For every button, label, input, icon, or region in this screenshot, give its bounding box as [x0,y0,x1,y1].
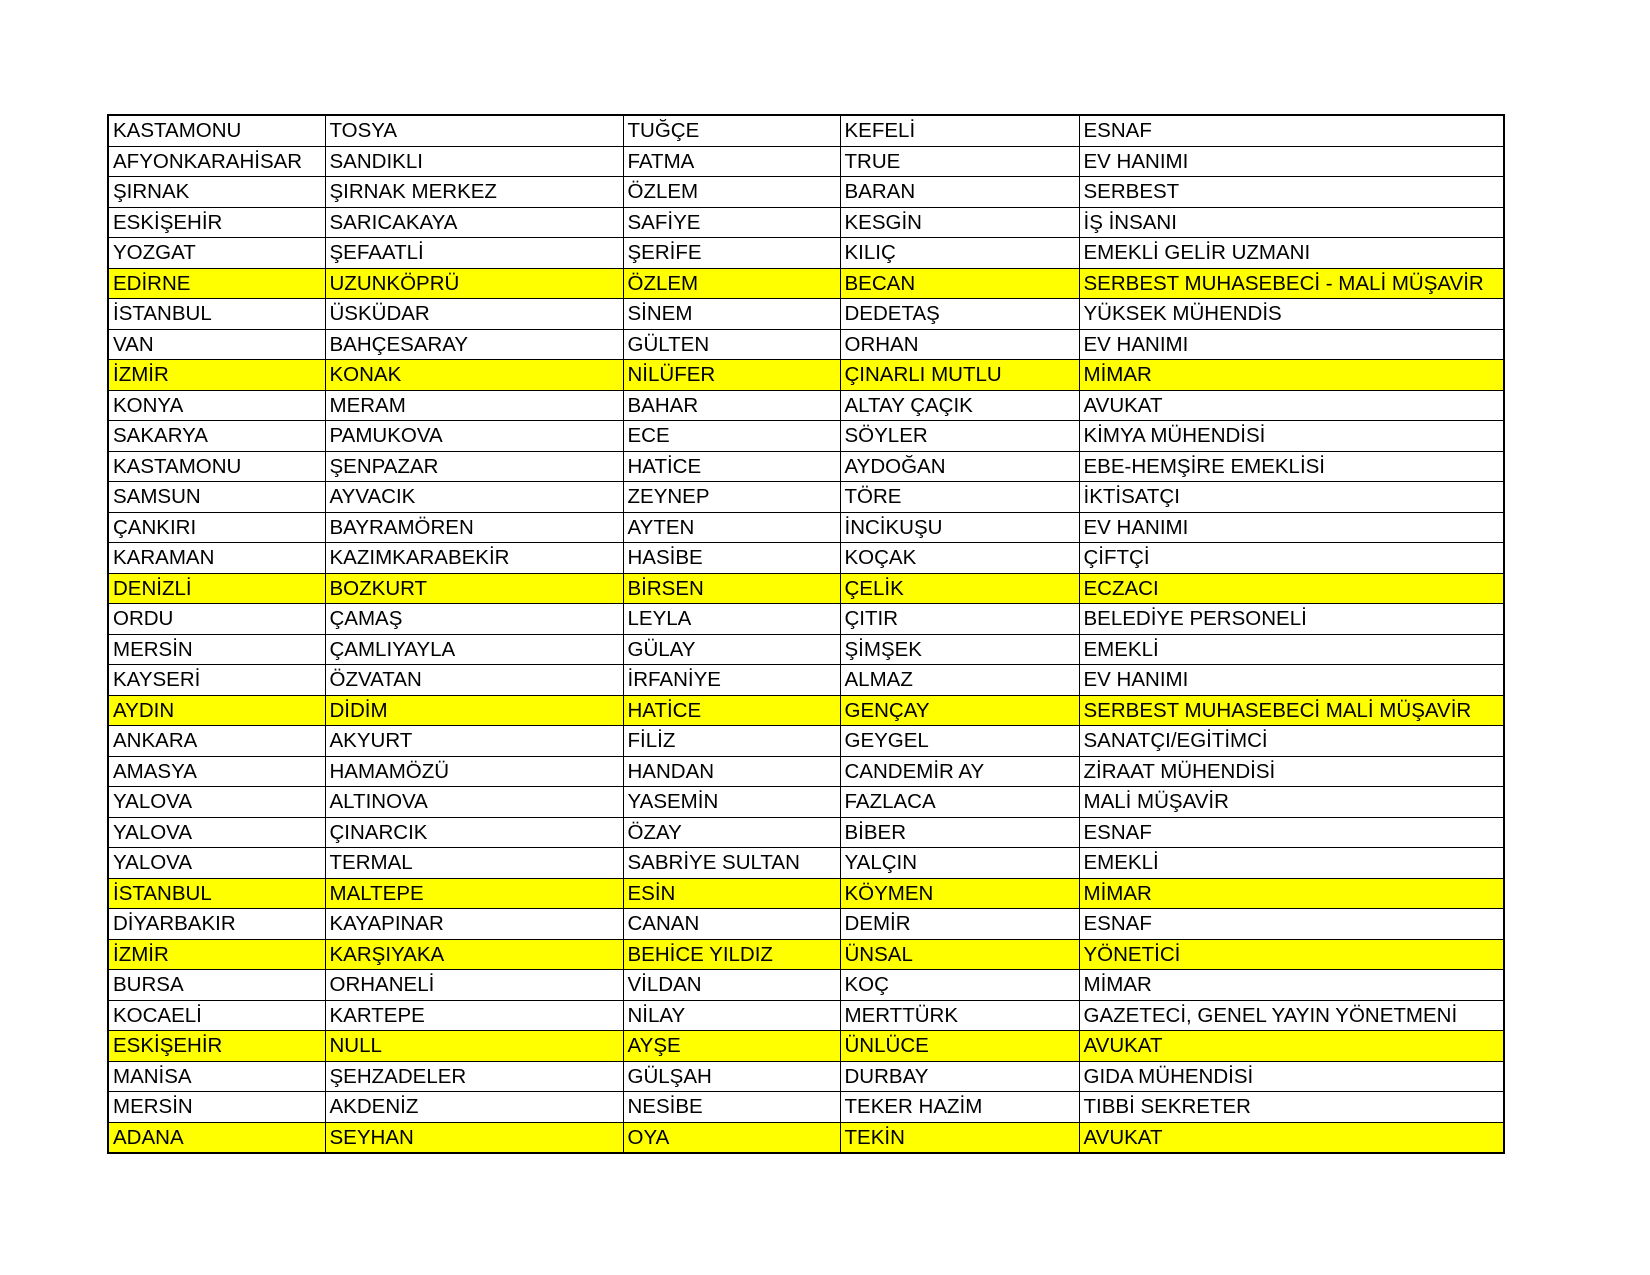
table-row [108,482,1504,513]
last-name-cell: DEDETAŞ [840,299,1079,330]
occupation-cell: MİMAR [1079,970,1504,1001]
table-body [108,115,1504,1153]
first-name-cell: AYTEN [623,512,840,543]
district-cell: ÖZVATAN [325,665,623,696]
table-row [108,421,1504,452]
table-row-highlighted [108,268,1504,299]
last-name-cell: BARAN [840,177,1079,208]
district-cell: ÜSKÜDAR [325,299,623,330]
province-cell: YALOVA [108,787,325,818]
district-cell: ÇAMAŞ [325,604,623,635]
table-row [108,1092,1504,1123]
province-cell: YOZGAT [108,238,325,269]
last-name-cell: SÖYLER [840,421,1079,452]
province-cell: AMASYA [108,756,325,787]
table-row-highlighted [108,1122,1504,1153]
last-name-cell: KEFELİ [840,115,1079,146]
first-name-cell: ÖZLEM [623,177,840,208]
last-name-cell: KOÇAK [840,543,1079,574]
province-cell: İZMİR [108,939,325,970]
district-cell: KAYAPINAR [325,909,623,940]
last-name-cell: KILIÇ [840,238,1079,269]
last-name-cell: BİBER [840,817,1079,848]
province-cell: ŞIRNAK [108,177,325,208]
table-row-highlighted [108,1031,1504,1062]
first-name-cell: ECE [623,421,840,452]
occupation-cell: EMEKLİ [1079,634,1504,665]
last-name-cell: GEYGEL [840,726,1079,757]
last-name-cell: TRUE [840,146,1079,177]
first-name-cell: ÖZAY [623,817,840,848]
occupation-cell: AVUKAT [1079,1122,1504,1153]
last-name-cell: ŞİMŞEK [840,634,1079,665]
table-row [108,604,1504,635]
district-cell: BAYRAMÖREN [325,512,623,543]
occupation-cell: AVUKAT [1079,390,1504,421]
first-name-cell: AYŞE [623,1031,840,1062]
table-row [108,543,1504,574]
last-name-cell: BECAN [840,268,1079,299]
province-cell: İSTANBUL [108,878,325,909]
province-cell: VAN [108,329,325,360]
occupation-cell: SERBEST [1079,177,1504,208]
first-name-cell: SAFİYE [623,207,840,238]
occupation-cell: ZİRAAT MÜHENDİSİ [1079,756,1504,787]
province-cell: KOCAELİ [108,1000,325,1031]
table-row [108,726,1504,757]
district-cell: ŞENPAZAR [325,451,623,482]
first-name-cell: HANDAN [623,756,840,787]
first-name-cell: YASEMİN [623,787,840,818]
first-name-cell: NESİBE [623,1092,840,1123]
last-name-cell: KOÇ [840,970,1079,1001]
table-row [108,390,1504,421]
table-row [108,177,1504,208]
district-cell: HAMAMÖZÜ [325,756,623,787]
last-name-cell: İNCİKUŞU [840,512,1079,543]
last-name-cell: TÖRE [840,482,1079,513]
province-cell: YALOVA [108,817,325,848]
occupation-cell: GAZETECİ, GENEL YAYIN YÖNETMENİ [1079,1000,1504,1031]
last-name-cell: ÜNLÜCE [840,1031,1079,1062]
table-row [108,970,1504,1001]
occupation-cell: SANATÇI/EGİTİMCİ [1079,726,1504,757]
district-cell: MERAM [325,390,623,421]
district-cell: DİDİM [325,695,623,726]
first-name-cell: SABRİYE SULTAN [623,848,840,879]
last-name-cell: ÇITIR [840,604,1079,635]
first-name-cell: VİLDAN [623,970,840,1001]
occupation-cell: İŞ İNSANI [1079,207,1504,238]
first-name-cell: İRFANİYE [623,665,840,696]
table-row [108,512,1504,543]
province-cell: EDİRNE [108,268,325,299]
table-row [108,329,1504,360]
district-cell: BOZKURT [325,573,623,604]
occupation-cell: ESNAF [1079,115,1504,146]
first-name-cell: BİRSEN [623,573,840,604]
district-cell: AKDENİZ [325,1092,623,1123]
occupation-cell: EV HANIMI [1079,665,1504,696]
province-cell: İSTANBUL [108,299,325,330]
last-name-cell: TEKİN [840,1122,1079,1153]
district-cell: SEYHAN [325,1122,623,1153]
district-cell: ŞEHZADELER [325,1061,623,1092]
occupation-cell: EV HANIMI [1079,146,1504,177]
province-cell: İZMİR [108,360,325,391]
province-cell: ORDU [108,604,325,635]
first-name-cell: ŞERİFE [623,238,840,269]
occupation-cell: MİMAR [1079,360,1504,391]
first-name-cell: NİLÜFER [623,360,840,391]
last-name-cell: GENÇAY [840,695,1079,726]
occupation-cell: EMEKLİ GELİR UZMANI [1079,238,1504,269]
district-cell: ORHANELİ [325,970,623,1001]
province-cell: MANİSA [108,1061,325,1092]
district-cell: TERMAL [325,848,623,879]
province-cell: ESKİŞEHİR [108,1031,325,1062]
data-table [107,114,1505,1154]
last-name-cell: TEKER HAZİM [840,1092,1079,1123]
occupation-cell: SERBEST MUHASEBECİ - MALİ MÜŞAVİR [1079,268,1504,299]
table-row [108,756,1504,787]
province-cell: DİYARBAKIR [108,909,325,940]
province-cell: DENİZLİ [108,573,325,604]
occupation-cell: AVUKAT [1079,1031,1504,1062]
district-cell: NULL [325,1031,623,1062]
first-name-cell: ZEYNEP [623,482,840,513]
province-cell: KONYA [108,390,325,421]
last-name-cell: DURBAY [840,1061,1079,1092]
district-cell: SANDIKLI [325,146,623,177]
occupation-cell: ESNAF [1079,817,1504,848]
table-row [108,238,1504,269]
table-row [108,909,1504,940]
first-name-cell: CANAN [623,909,840,940]
first-name-cell: NİLAY [623,1000,840,1031]
first-name-cell: OYA [623,1122,840,1153]
province-cell: MERSİN [108,634,325,665]
district-cell: KAZIMKARABEKİR [325,543,623,574]
occupation-cell: MALİ MÜŞAVİR [1079,787,1504,818]
province-cell: ADANA [108,1122,325,1153]
occupation-cell: ESNAF [1079,909,1504,940]
district-cell: AYVACIK [325,482,623,513]
table-row-highlighted [108,939,1504,970]
last-name-cell: KESGİN [840,207,1079,238]
occupation-cell: KİMYA MÜHENDİSİ [1079,421,1504,452]
table-row-highlighted [108,695,1504,726]
district-cell: AKYURT [325,726,623,757]
last-name-cell: ÇELİK [840,573,1079,604]
district-cell: ŞIRNAK MERKEZ [325,177,623,208]
occupation-cell: YÜKSEK MÜHENDİS [1079,299,1504,330]
occupation-cell: EV HANIMI [1079,512,1504,543]
province-cell: AFYONKARAHİSAR [108,146,325,177]
last-name-cell: ÜNSAL [840,939,1079,970]
first-name-cell: ESİN [623,878,840,909]
last-name-cell: ALTAY ÇAÇIK [840,390,1079,421]
district-cell: ÇINARCIK [325,817,623,848]
first-name-cell: FATMA [623,146,840,177]
district-cell: KONAK [325,360,623,391]
occupation-cell: GIDA MÜHENDİSİ [1079,1061,1504,1092]
district-cell: PAMUKOVA [325,421,623,452]
first-name-cell: GÜLTEN [623,329,840,360]
district-cell: TOSYA [325,115,623,146]
table-row [108,665,1504,696]
province-cell: SAKARYA [108,421,325,452]
table-row-highlighted [108,573,1504,604]
province-cell: YALOVA [108,848,325,879]
district-cell: KARTEPE [325,1000,623,1031]
province-cell: KASTAMONU [108,451,325,482]
first-name-cell: SİNEM [623,299,840,330]
province-cell: ÇANKIRI [108,512,325,543]
table-row [108,299,1504,330]
district-cell: UZUNKÖPRÜ [325,268,623,299]
first-name-cell: GÜLŞAH [623,1061,840,1092]
first-name-cell: HATİCE [623,451,840,482]
last-name-cell: FAZLACA [840,787,1079,818]
province-cell: ESKİŞEHİR [108,207,325,238]
last-name-cell: KÖYMEN [840,878,1079,909]
table-row-highlighted [108,360,1504,391]
district-cell: ÇAMLIYAYLA [325,634,623,665]
province-cell: SAMSUN [108,482,325,513]
district-cell: ŞEFAATLİ [325,238,623,269]
occupation-cell: EMEKLİ [1079,848,1504,879]
occupation-cell: SERBEST MUHASEBECİ MALİ MÜŞAVİR [1079,695,1504,726]
table-row-highlighted [108,878,1504,909]
table-row [108,146,1504,177]
first-name-cell: BAHAR [623,390,840,421]
first-name-cell: BEHİCE YILDIZ [623,939,840,970]
last-name-cell: ORHAN [840,329,1079,360]
table-row [108,848,1504,879]
province-cell: AYDIN [108,695,325,726]
table-row [108,207,1504,238]
district-cell: BAHÇESARAY [325,329,623,360]
province-cell: MERSİN [108,1092,325,1123]
district-cell: SARICAKAYA [325,207,623,238]
district-cell: KARŞIYAKA [325,939,623,970]
table-row [108,115,1504,146]
last-name-cell: ÇINARLI MUTLU [840,360,1079,391]
occupation-cell: MİMAR [1079,878,1504,909]
last-name-cell: MERTTÜRK [840,1000,1079,1031]
first-name-cell: ÖZLEM [623,268,840,299]
table-row [108,787,1504,818]
table-row [108,634,1504,665]
last-name-cell: AYDOĞAN [840,451,1079,482]
first-name-cell: FİLİZ [623,726,840,757]
first-name-cell: HASİBE [623,543,840,574]
occupation-cell: EV HANIMI [1079,329,1504,360]
first-name-cell: TUĞÇE [623,115,840,146]
province-cell: KAYSERİ [108,665,325,696]
first-name-cell: LEYLA [623,604,840,635]
table-row [108,1000,1504,1031]
occupation-cell: İKTİSATÇI [1079,482,1504,513]
district-cell: ALTINOVA [325,787,623,818]
table-row [108,451,1504,482]
occupation-cell: TIBBİ SEKRETER [1079,1092,1504,1123]
last-name-cell: YALÇIN [840,848,1079,879]
province-cell: BURSA [108,970,325,1001]
occupation-cell: ECZACI [1079,573,1504,604]
occupation-cell: BELEDİYE PERSONELİ [1079,604,1504,635]
first-name-cell: HATİCE [623,695,840,726]
occupation-cell: EBE-HEMŞİRE EMEKLİSİ [1079,451,1504,482]
last-name-cell: CANDEMİR AY [840,756,1079,787]
table-row [108,817,1504,848]
province-cell: KARAMAN [108,543,325,574]
last-name-cell: DEMİR [840,909,1079,940]
table-row [108,1061,1504,1092]
occupation-cell: ÇİFTÇİ [1079,543,1504,574]
occupation-cell: YÖNETİCİ [1079,939,1504,970]
last-name-cell: ALMAZ [840,665,1079,696]
district-cell: MALTEPE [325,878,623,909]
province-cell: KASTAMONU [108,115,325,146]
province-cell: ANKARA [108,726,325,757]
first-name-cell: GÜLAY [623,634,840,665]
